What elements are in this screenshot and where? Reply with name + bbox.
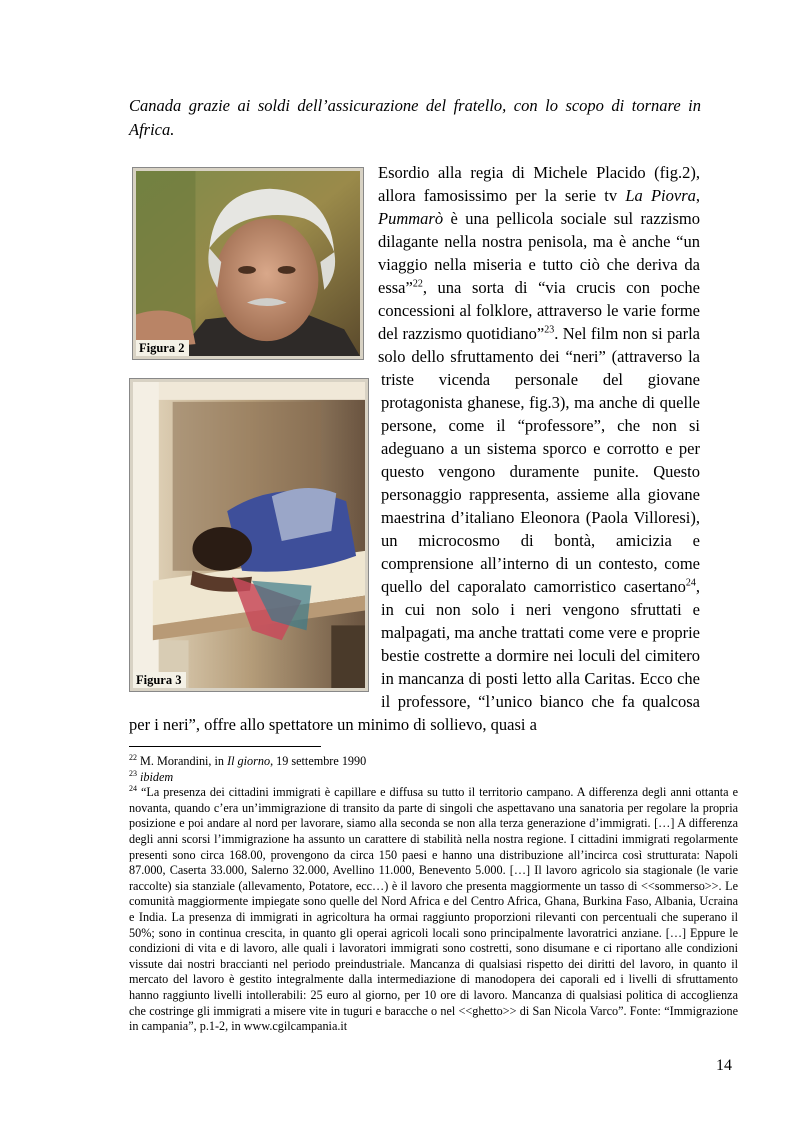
footnote-text: M. Morandini, in [137,754,228,768]
portrait-photo-placido [136,171,360,356]
intro-italic-paragraph: Canada grazie ai soldi dell’assicurazione del fratello, con lo scopo di tornare in Africa. [129,96,701,139]
photo-sleeping-boy [133,382,365,688]
page-number: 14 [716,1057,732,1074]
footnote-source-title: Il giorno [227,754,271,768]
footnote-23 [129,770,738,786]
footnote-ref-23[interactable]: 23 [544,324,555,336]
footnote-number: 24 [129,784,137,794]
main-body-text [129,161,700,736]
footnote-number: 23 [129,768,137,778]
footnote-number: 22 [129,752,137,762]
footnote-text: ibidem [140,769,174,784]
body-text-run: , una sorta di “via crucis con poche concessioni al folklore, attraverso le varie forme del razzismo quotidiano” [378,278,700,343]
footnotes-section [129,754,738,1035]
footnote-text: , 19 settembre 1990 [270,754,367,768]
body-text-run: . Nel film non si parla solo dello sfruttamento dei “neri” (attraverso la triste vicenda personale del giovane protagonista ghanese, fig.3), ma anche di quelle persone, come il “professore”, che non si adeguano a un sistema sporco e corrotto e per questo vengono duramente punite. Questo personaggio rappresenta, assieme alla giovane maestrina d’italiano Eleonora (Paola Villoresi), un microcosmo di bontà, amicizia e comprensione all’interno di un contesto, come quello del caporalato camorristico casertano [378,324,700,596]
figure-2-photo [132,167,364,360]
title-la-piovra: La Piovra [625,186,696,205]
footnote-text: “La presenza dei cittadini immigrati è capillare e diffusa su tutto il territorio campano. A differenza degli anni ottanta e novanta, quando c’era un’immigrazione di transito da parte di singoli che aspettavano una sanatoria per regolare la propria posizione e poi andare al nord per lavorare, siamo alla seconda se non alla terza generazione d’immigrati. […] A differenza degli anni scorsi l’immigrazione ha assunto un carattere di stabilità nella nostra regione. I cittadini immigrati regolarmente presenti sono circa 168.00, provengono da circa 150 paesi e hanno una distribuzione all’incirca così strutturata: Napoli 87.000, Caserta 33.000, Salerno 32.000, Avellino 11.000, Benevento 5.000. […] Il lavoro agricolo sia stagionale (le varie raccolte) sia stanziale (allevamento, Potatore, ecc…) è il lavoro che presenta maggiormente un tasso di <<sommerso>>. Le comunità maggiormente impiegate sono quelle del Nord Africa e del Centro Africa, Ghana, Burkina Faso, Albania, Ucraina e India. La presenza di immigrati in agricoltura ha ormai raggiunto proporzioni rilevanti con percentuali che superano il 50%; sono in continua crescita, in quanto gli operai agricoli locali sono principalmente lavoratrici anziane. […] Eppure le condizioni di vita e di lavoro, alle quali i lavoratori immigrati sono costretti, sono disumane e ci riportano alle condizioni vissute dai nostri braccianti nel periodo preindustriale. Mancanza di qualsiasi rispetto dei diritti del lavoro, in quanto il mercato del lavoro è gestito integralmente dalla intermediazione di manodopera dei caporali ed i livelli di sfruttamento hanno raggiunto livelli intollerabili: 25 euro al giorno, per 10 ore di lavoro. Mancanza di qualsiasi politica di accoglienza che costringe gli immigrati a misere vite in tuguri e baracche o nel <<ghetto>> di San Nicola Varco”. Fonte: “Immigrazione in campania”, p.1-2, in www.cgilcampania.it [129,785,738,1034]
footnote-ref-22[interactable]: 22 [412,278,423,290]
body-text-run: è una pellicola sociale sul razzismo dilagante nella nostra penisola, ma è anche “un viaggio nella miseria e tutto ciò che deriva da essa” [378,209,700,297]
figure-3-label: Figura 3 [133,672,186,688]
body-text-run: , [695,186,700,205]
footnote-separator [129,746,321,747]
body-text-run: , in cui non solo i neri vengono sfruttati e malpagati, ma anche trattati come vere e proprie bestie costrette a dormire nei loculi del cimitero in mancanza di posti letto alla Caritas. Ecco che il professore, “l’unico bianco che fa qualcosa per i neri”, offre allo spettatore un minimo di sollievo, quasi a [129,577,700,734]
figure-3-photo [129,378,369,692]
footnote-22 [129,754,738,770]
figure-2-label: Figura 2 [136,340,189,356]
title-pummaro: Pummarò [378,209,444,228]
footnote-ref-24[interactable]: 24 [685,577,696,589]
footnote-24 [129,785,738,1035]
body-text-run: Esordio alla regia di Michele Placido (fig.2), allora famosissimo per la serie tv [378,163,700,205]
